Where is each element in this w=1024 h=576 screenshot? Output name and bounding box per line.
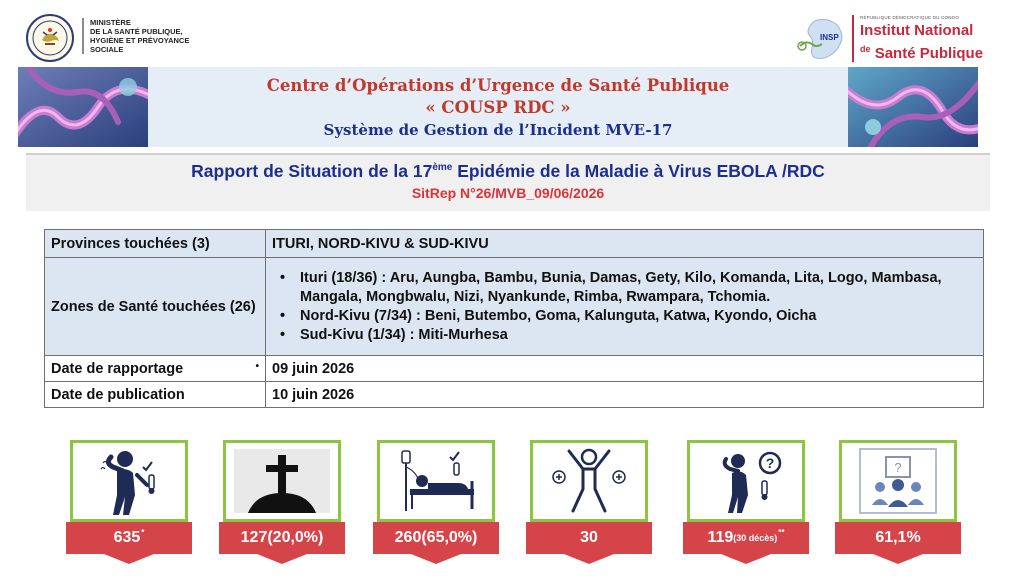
list-item: • Ituri (18/36) : Aru, Aungba, Bambu, Bunia, Damas, Gety, Kilo, Komanda, Lita, Logo, Mambasa, Mangala, Mongbwalu, Nizi, Nyankunde, Rimba, Rwampara, Tchomia.: [274, 269, 977, 307]
publication-date-label: Date de publication: [45, 382, 266, 408]
sick-person-icon: [81, 445, 177, 517]
stray-dot-mark: •: [255, 360, 259, 372]
table-row: [45, 258, 984, 356]
drc-map-icon: [794, 16, 846, 62]
table-row: [45, 382, 984, 408]
indicator-card-recovered: [530, 440, 648, 558]
recovered-person-icon: [541, 445, 637, 517]
report-date-label: Date de rapportage •: [45, 356, 266, 382]
indicator-pointer: [104, 554, 154, 564]
ebola-virus-icon: [18, 67, 148, 147]
indicator-pointer: [873, 554, 923, 564]
insp-emblem-label: INSP: [820, 33, 839, 42]
insp-name-line2: $^{de}$ Santé Publique: [860, 44, 984, 62]
banner-line2: « COUSP RDC »: [425, 98, 571, 117]
svg-text:?: ?: [765, 455, 775, 471]
ebola-virus-icon: [848, 67, 978, 147]
cousp-banner: [18, 67, 978, 147]
banner-line3: Système de Gestion de l’Incident MVE-17: [323, 121, 673, 139]
indicator-value: 260(65,0%): [373, 522, 499, 554]
suspect-person-icon: [698, 445, 794, 517]
zones-value: [266, 258, 984, 356]
insp-name-block: [852, 15, 983, 62]
indicator-pointer: [411, 554, 461, 564]
banner-title: [148, 75, 848, 141]
publication-date-value: 10 juin 2026: [266, 382, 984, 408]
sitrep-number: SitRep N°26/MVB_09/06/2026: [411, 185, 605, 201]
indicator-pointer: [257, 554, 307, 564]
indicator-value: 30: [526, 522, 652, 554]
grave-cross-icon: [234, 445, 330, 517]
virus-illustration-left: [18, 67, 148, 147]
report-date-value: 09 juin 2026: [266, 356, 984, 382]
report-title-box: [26, 153, 990, 211]
indicator-value: 61,1%: [835, 522, 961, 554]
contacts-group-icon: [850, 445, 946, 517]
situation-info-table: [44, 229, 984, 408]
ministry-seal-logo: [26, 14, 74, 62]
svg-text:?: ?: [894, 460, 902, 475]
indicator-card-suspects: [687, 440, 805, 558]
indicator-value: 119 (30 décès) **: [683, 522, 809, 554]
banner-line1: Centre d’Opérations d’Urgence de Santé Publique: [266, 76, 730, 95]
report-title: Rapport de Situation de la 17ème Epidémie de la Maladie à Virus EBOLA /RDC: [191, 161, 825, 181]
indicator-card-cases: [70, 440, 188, 558]
provinces-value: ITURI, NORD-KIVU & SUD-KIVU: [266, 230, 984, 258]
zones-list: [272, 269, 977, 345]
list-item: • Nord-Kivu (7/34) : Beni, Butembo, Goma, Kalunguta, Katwa, Kyondo, Oicha: [274, 307, 977, 326]
table-row: [45, 356, 984, 382]
insp-country-line: RÉPUBLIQUE DÉMOCRATIQUE DU CONGO: [860, 15, 960, 20]
ministry-name: MINISTÈRE DE LA SANTÉ PUBLIQUE, HYGIÈNE ET PRÉVOYANCE SOCIALE: [82, 18, 222, 54]
leopard-seal-icon: [30, 18, 70, 58]
indicator-pointer: [564, 554, 614, 564]
provinces-label: Provinces touchées (3): [45, 230, 266, 258]
indicator-card-contacts: [839, 440, 957, 558]
indicator-value: 127(20,0%): [219, 522, 345, 554]
table-row: [45, 230, 984, 258]
zones-label: Zones de Santé touchées (26): [45, 258, 266, 356]
indicator-card-hospitalized: [377, 440, 495, 558]
insp-map-emblem: [794, 16, 846, 62]
list-item: • Sud-Kivu (1/34) : Miti-Murhesa: [274, 326, 977, 345]
indicator-pointer: [721, 554, 771, 564]
hospital-bed-icon: [388, 445, 484, 517]
indicator-value: 635 *: [66, 522, 192, 554]
insp-name-line1: Institut National: [860, 22, 974, 39]
virus-illustration-right: [848, 67, 978, 147]
indicator-card-deaths: [223, 440, 341, 558]
